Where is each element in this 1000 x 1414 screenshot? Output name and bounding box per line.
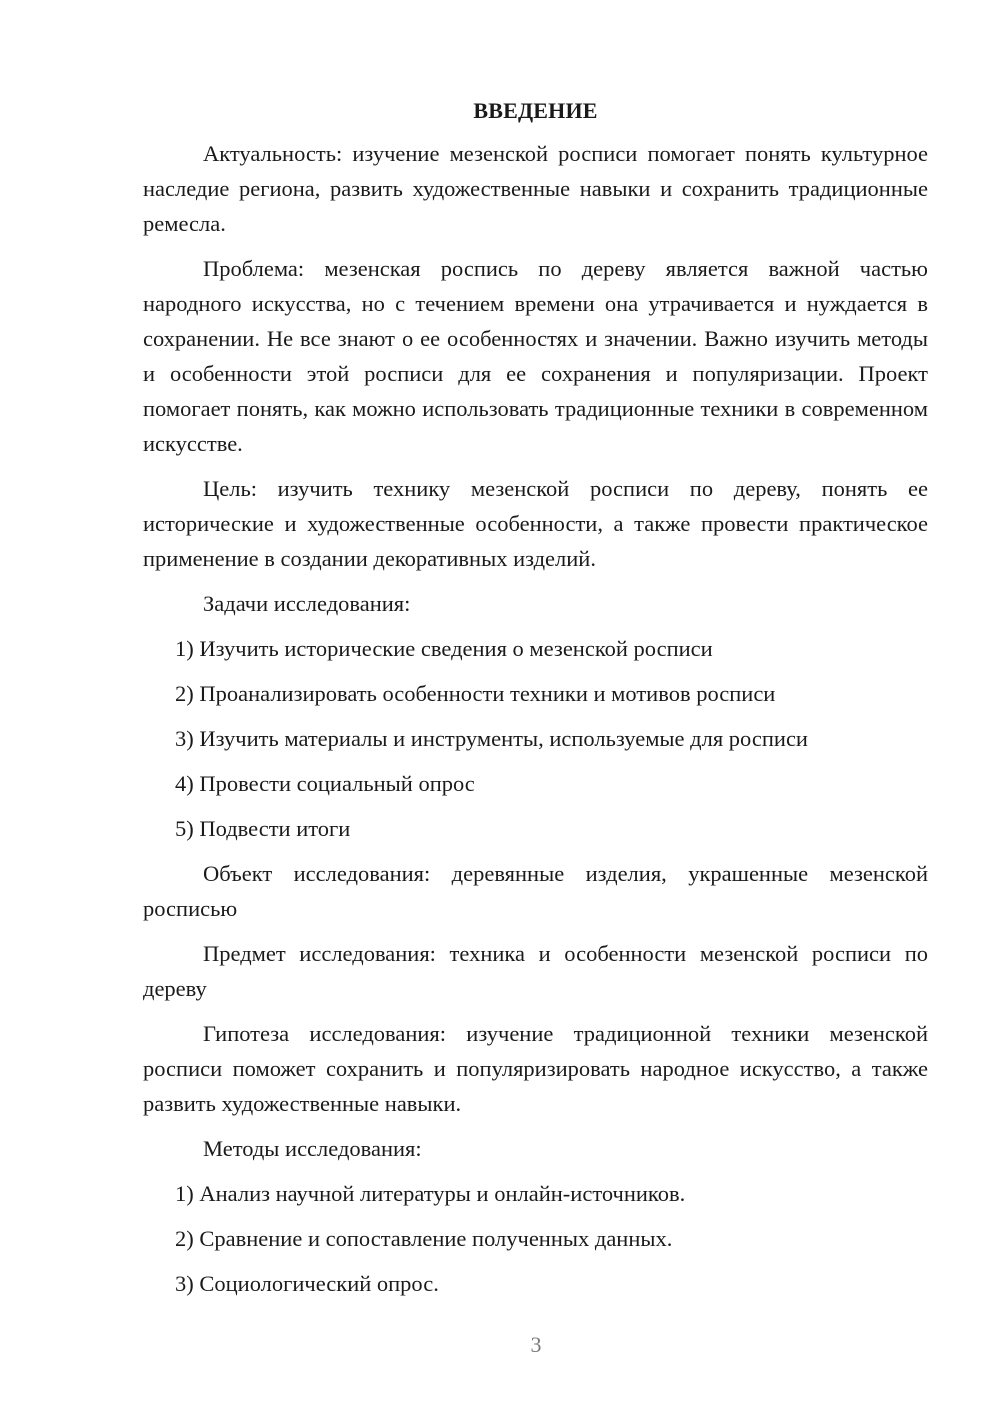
page-number: 3: [530, 1332, 542, 1357]
hypothesis-paragraph: Гипотеза исследования: изучение традиционной техники мезенской росписи поможет сохранить и популяризировать народное искусство, а также развить художественные навыки.: [143, 1021, 928, 1116]
list-item: 2) Сравнение и сопоставление полученных данных.: [175, 1226, 673, 1251]
tasks-list: [143, 631, 928, 846]
object-paragraph: Объект исследования: деревянные изделия, украшенные мезенской росписью: [143, 861, 928, 921]
list-item: 2) Проанализировать особенности техники и мотивов росписи: [175, 681, 776, 706]
goal-paragraph: Цель: изучить технику мезенской росписи по дереву, понять ее исторические и художественные особенности, а также провести практическое применение в создании декоративных изделий.: [143, 476, 928, 571]
relevance-paragraph: Актуальность: изучение мезенской росписи помогает понять культурное наследие региона, развить художественные навыки и сохранить традиционные ремесла.: [143, 141, 928, 236]
tasks-label: Задачи исследования:: [203, 591, 411, 616]
list-item: 3) Социологический опрос.: [175, 1271, 439, 1296]
methods-label: Методы исследования:: [203, 1136, 422, 1161]
subject-paragraph: Предмет исследования: техника и особенности мезенской росписи по дереву: [143, 941, 928, 1001]
methods-list: [143, 1176, 928, 1301]
list-item: 4) Провести социальный опрос: [175, 771, 475, 796]
list-item: 1) Анализ научной литературы и онлайн-источников.: [175, 1181, 686, 1206]
list-item: 3) Изучить материалы и инструменты, используемые для росписи: [175, 726, 808, 751]
list-item: 5) Подвести итоги: [175, 816, 351, 841]
section-title: ВВЕДЕНИЕ: [473, 98, 598, 123]
problem-paragraph: Проблема: мезенская роспись по дереву является важной частью народного искусства, но с течением времени она утрачивается и нуждается в сохранении. Не все знают о ее особенностях и значении. Важно изучить методы и особенности этой росписи для ее сохранения и популяризации. Проект помогает понять, как можно использовать традиционные техники в современном искусстве.: [143, 256, 928, 456]
list-item: 1) Изучить исторические сведения о мезенской росписи: [175, 636, 713, 661]
document-page: [143, 96, 928, 1311]
